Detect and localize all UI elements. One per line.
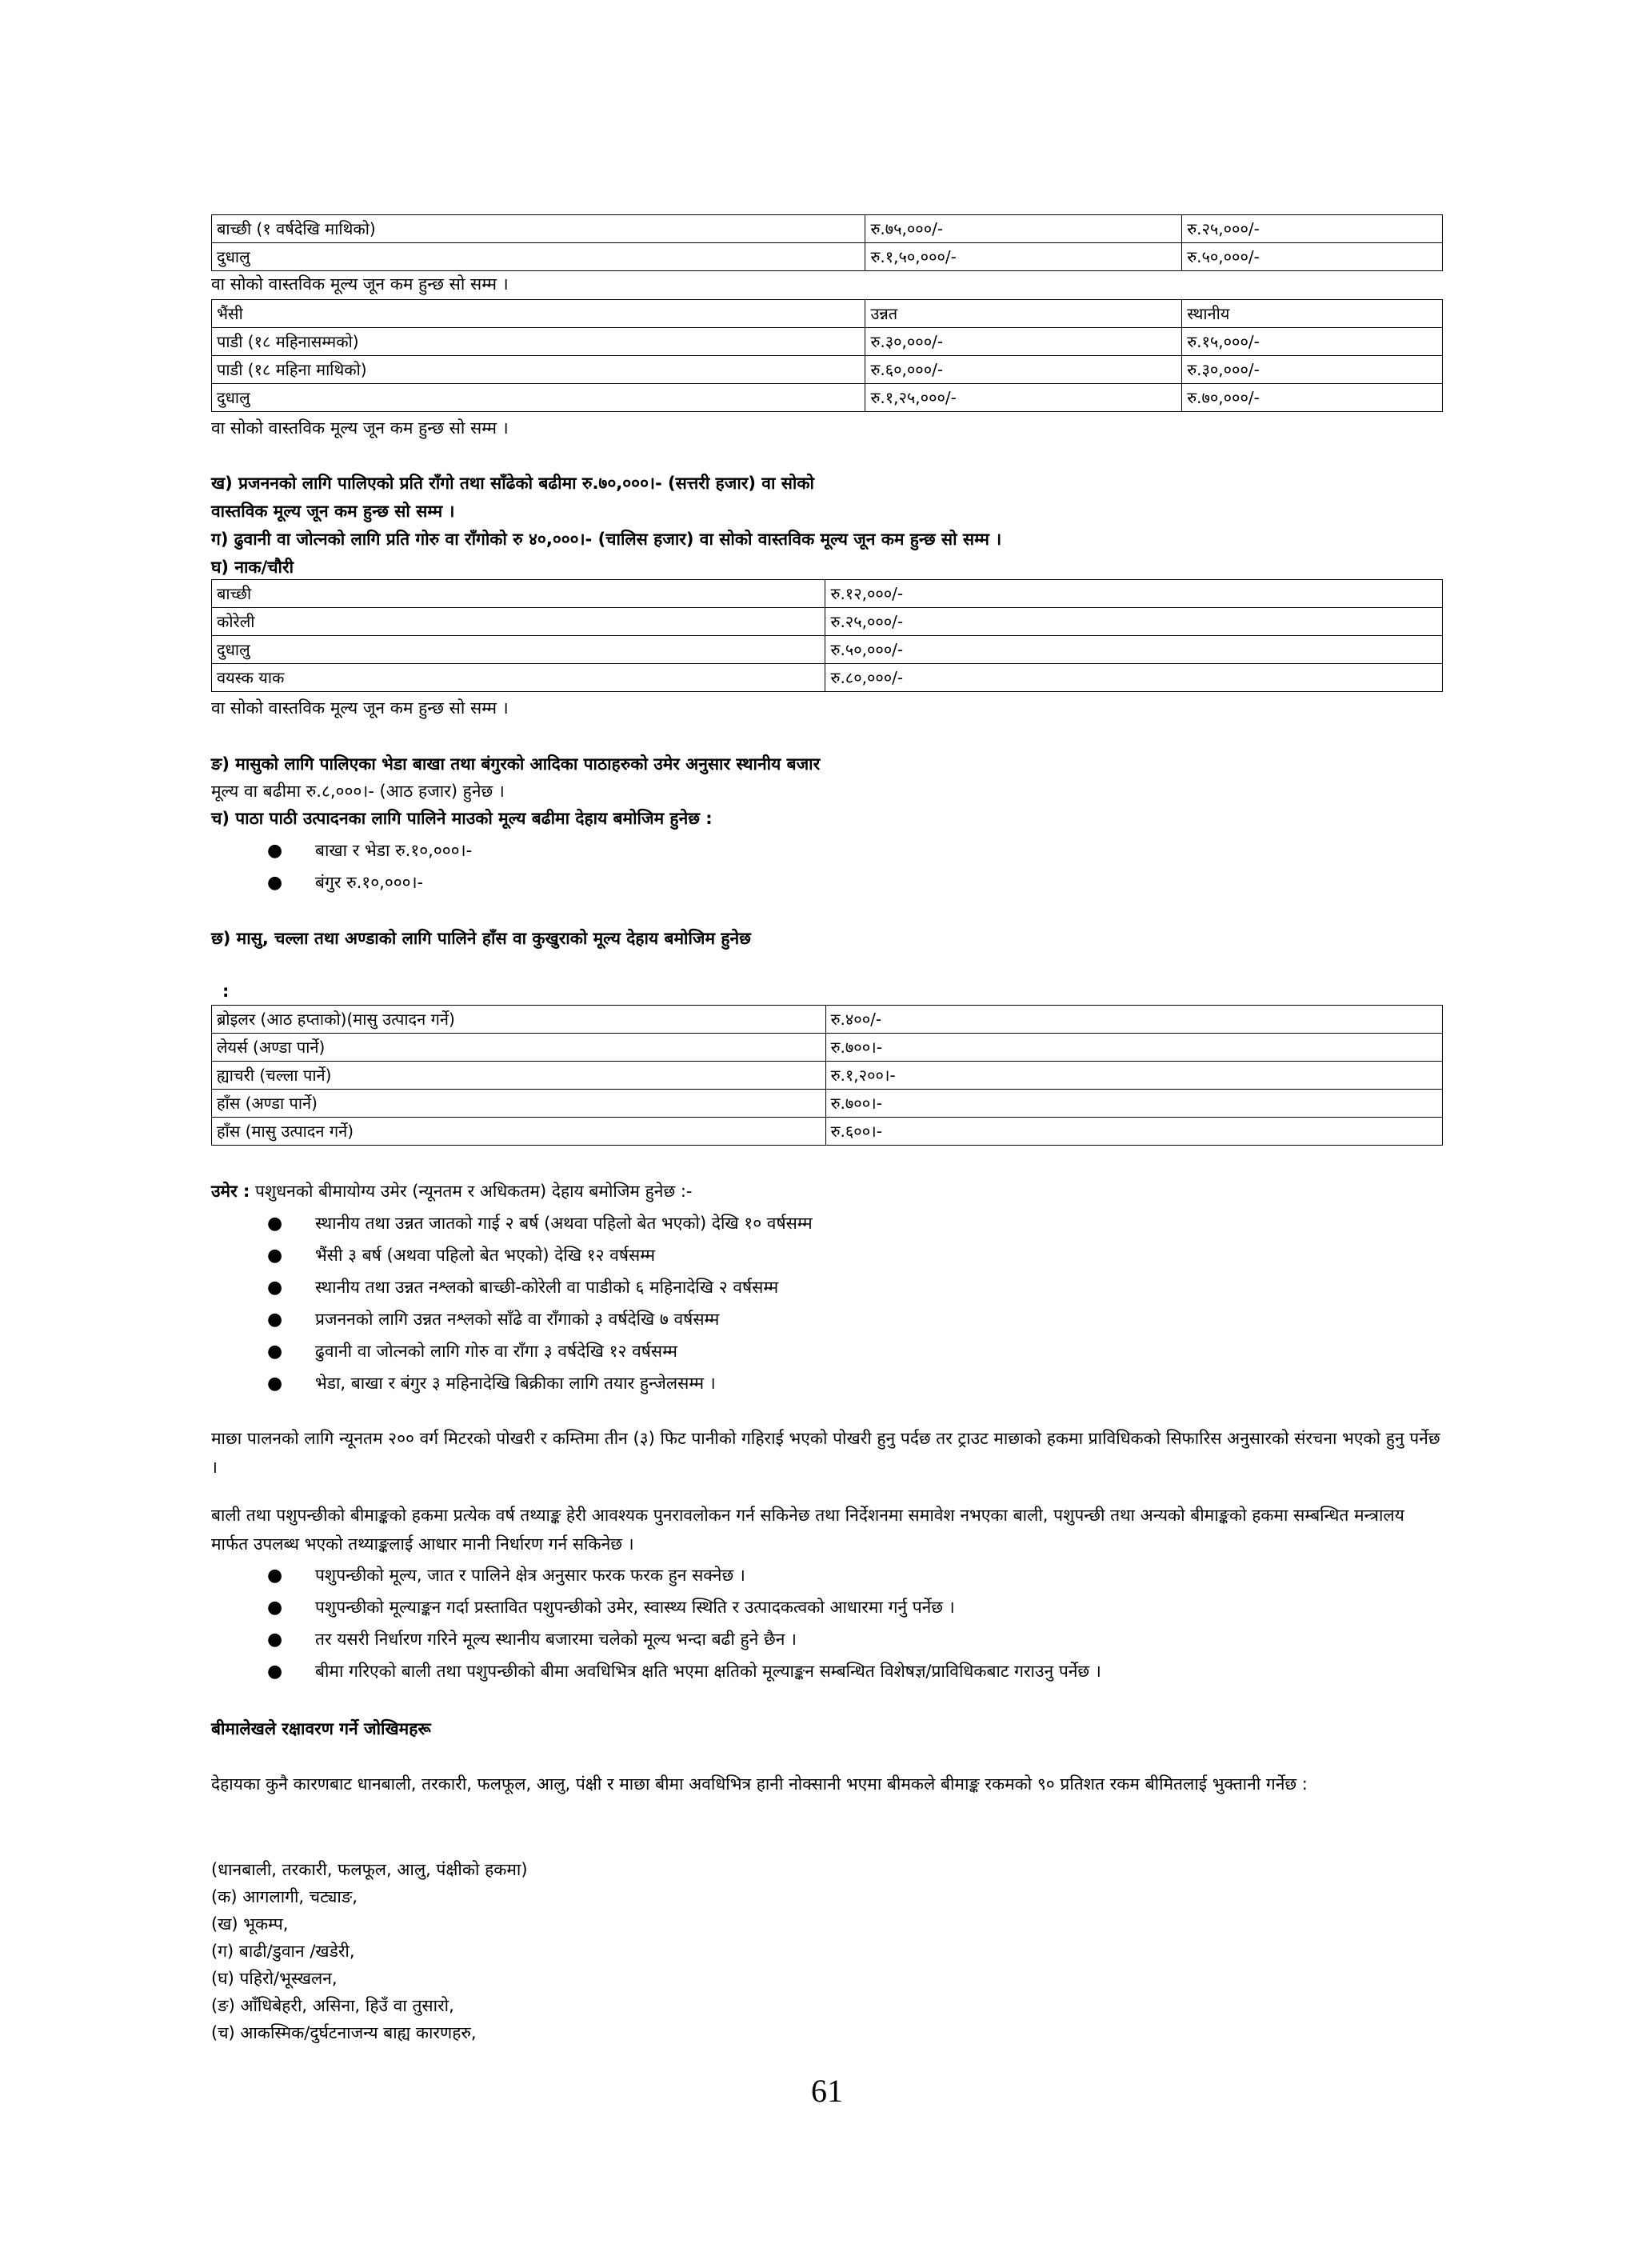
section-gha-heading: घ) नाक/चौरी xyxy=(211,558,294,577)
table-cell: रु.१२,०००/- xyxy=(825,580,1443,608)
table-cell: रु.३०,०००/- xyxy=(1182,356,1443,384)
value-note: वा सोको वास्तविक मूल्य जून कम हुन्छ सो सम्म । xyxy=(211,418,509,438)
list-item xyxy=(267,1560,745,1591)
bullet-icon: ● xyxy=(267,1566,283,1586)
risk-list-item: (ङ) आँधिबेहरी, असिना, हिउँ वा तुसारो, xyxy=(211,1996,454,2015)
colon-mark: : xyxy=(222,982,230,1001)
table-cell: कोरेली xyxy=(212,608,825,636)
table-cell: रु.७००।- xyxy=(825,1090,1442,1118)
table-row xyxy=(212,1006,1443,1034)
list-item xyxy=(267,1592,955,1623)
table-cell: रु.२५,०००/- xyxy=(825,608,1443,636)
list-item xyxy=(267,835,472,866)
risk-list-item: (ग) बाढी/डुवान /खडेरी, xyxy=(211,1942,355,1961)
table-cell: रु.६०,०००/- xyxy=(865,356,1182,384)
table-cell: रु.८०,०००/- xyxy=(825,664,1443,692)
list-item-text: बंगुर रु.१०,०००।- xyxy=(315,873,424,892)
bullet-icon: ● xyxy=(267,1278,283,1298)
table-cell: ब्रोइलर (आठ हप्ताको)(मासु उत्पादन गर्ने) xyxy=(212,1006,826,1034)
age-intro-text: पशुधनको बीमायोग्य उमेर (न्यूनतम र अधिकतम) देहाय बमोजिम हुनेछ :- xyxy=(250,1182,693,1201)
section-chha-line: छ) मासु, चल्ला तथा अण्डाको लागि पालिने हाँस वा कुखुराको मूल्य देहाय बमोजिम हुनेछ xyxy=(211,929,751,948)
bullet-icon: ● xyxy=(267,873,283,893)
table-row xyxy=(212,1034,1443,1062)
table-cell: भैंसी xyxy=(212,300,865,328)
section-cha-line: च) पाठा पाठी उत्पादनका लागि पालिने माउको मूल्य बढीमा देहाय बमोजिम हुनेछ : xyxy=(211,809,713,828)
table-cell: रु.५०,०००/- xyxy=(825,636,1443,664)
table-cell: रु.५०,०००/- xyxy=(1182,243,1443,271)
list-item-text: ढुवानी वा जोत्नको लागि गोरु वा राँगा ३ वर्षदेखि १२ वर्षसम्म xyxy=(315,1342,677,1361)
table-cell: दुधालु xyxy=(212,384,865,412)
table-cell: पाडी (१८ महिनासम्मको) xyxy=(212,328,865,356)
table-row xyxy=(212,300,1443,328)
list-item-text: भेडा, बाखा र बंगुर ३ महिनादेखि बिक्रीका लागि तयार हुन्जेलसम्म । xyxy=(315,1374,716,1393)
document-page xyxy=(211,0,1443,2268)
age-label: उमेर : xyxy=(211,1182,250,1201)
table-cell: स्थानीय xyxy=(1182,300,1443,328)
risk-list-item: (ख) भूकम्प, xyxy=(211,1914,289,1934)
review-paragraph: बाली तथा पशुपन्छीको बीमाङ्कको हकमा प्रत्येक वर्ष तथ्याङ्क हेरी आवश्यक पुनरावलोकन गर्न सकिनेछ तथा निर्देशनमा समावेश नभएका बाली, पशुपन्छी तथा अन्यको बीमाङ्कको हकमा सम्बन्धित मन्त्रालय मार्फत उपलब्ध भएको तथ्याङ्कलाई आधार मानी निर्धारण गर्न सकिनेछ । xyxy=(211,1506,1404,1554)
list-item-text: पशुपन्छीको मूल्याङ्कन गर्दा प्रस्तावित पशुपन्छीको उमेर, स्वास्थ्य स्थिति र उत्पादकत्वको आधारमा गर्नु पर्नेछ । xyxy=(315,1598,955,1617)
section-ga-line: ग) ढुवानी वा जोत्नको लागि प्रति गोरु वा राँगोको रु ४०,०००।- (चालिस हजार) वा सोको वास्तविक मूल्य जून कम हुन्छ सो सम्म । xyxy=(211,530,1002,549)
table-cell: रु.१५,०००/- xyxy=(1182,328,1443,356)
list-item-text: स्थानीय तथा उन्नत नश्लको बाच्छी-कोरेली वा पाडीको ६ महिनादेखि २ वर्षसम्म xyxy=(315,1278,779,1297)
table-row xyxy=(212,664,1443,692)
table-cell: रु.१,२५,०००/- xyxy=(865,384,1182,412)
list-item xyxy=(267,1336,677,1367)
bullet-icon: ● xyxy=(267,1342,283,1362)
table-cell: उन्नत xyxy=(865,300,1182,328)
section-kha-line: वास्तविक मूल्य जून कम हुन्छ सो सम्म । xyxy=(211,502,455,521)
poultry-value-table xyxy=(211,1005,1443,1146)
risk-paragraph: देहायका कुनै कारणबाट धानबाली, तरकारी, फलफूल, आलु, पंक्षी र माछा बीमा अवधिभित्र हानी नोक्सानी भएमा बीमकले बीमाङ्क रकमको ९० प्रतिशत रकम बीमितलाई भुक्तानी गर्नेछ : xyxy=(211,1774,1308,1794)
list-item-text: प्रजननको लागि उन्नत नश्लको साँढे वा राँगाको ३ वर्षदेखि ७ वर्षसम्म xyxy=(315,1310,720,1329)
risk-list-item: (धानबाली, तरकारी, फलफूल, आलु, पंक्षीको हकमा) xyxy=(211,1860,528,1879)
value-note: वा सोको वास्तविक मूल्य जून कम हुन्छ सो सम्म । xyxy=(211,274,509,294)
table-cell: लेयर्स (अण्डा पार्ने) xyxy=(212,1034,826,1062)
bullet-icon: ● xyxy=(267,841,283,861)
table-row xyxy=(212,215,1443,243)
table-cell: रु.१,५०,०००/- xyxy=(865,243,1182,271)
fish-paragraph: माछा पालनको लागि न्यूनतम २०० वर्ग मिटरको पोखरी र कम्तिमा तीन (३) फिट पानीको गहिराई भएको पोखरी हुनु पर्दछ तर ट्राउट माछाको हकमा प्राविधिकको सिफारिस अनुसारको संरचना भएको हुनु पर्नेछ । xyxy=(211,1429,1440,1477)
table-cell: हाँस (अण्डा पार्ने) xyxy=(212,1090,826,1118)
risk-heading: बीमालेखले रक्षावरण गर्ने जोखिमहरू xyxy=(211,1719,431,1738)
section-nga-line: ङ) मासुको लागि पालिएका भेडा बाखा तथा बंगुरको आदिका पाठाहरुको उमेर अनुसार स्थानीय बजार xyxy=(211,754,821,774)
table-row xyxy=(212,1118,1443,1146)
list-item-text: स्थानीय तथा उन्नत जातको गाई २ बर्ष (अथवा पहिलो बेत भएको) देखि १० वर्षसम्म xyxy=(315,1214,813,1233)
risk-list-item: (घ) पहिरो/भूस्खलन, xyxy=(211,1969,338,1988)
list-item xyxy=(267,1272,778,1303)
list-item xyxy=(267,1208,813,1239)
list-item-text: पशुपन्छीको मूल्य, जात र पालिने क्षेत्र अनुसार फरक फरक हुन सक्नेछ । xyxy=(315,1566,745,1585)
table-row xyxy=(212,384,1443,412)
table-cell: रु.७०,०००/- xyxy=(1182,384,1443,412)
table-row xyxy=(212,328,1443,356)
list-item-text: भैंसी ३ बर्ष (अथवा पहिलो बेत भएको) देखि १२ वर्षसम्म xyxy=(315,1246,656,1265)
section-kha-line: ख) प्रजननको लागि पालिएको प्रति राँगो तथा साँढेको बढीमा रु.७०,०००।- (सत्तरी हजार) वा सोको xyxy=(211,474,814,493)
table-row xyxy=(212,1090,1443,1118)
age-intro xyxy=(211,1178,693,1206)
bullet-icon: ● xyxy=(267,1310,283,1330)
table-cell: रु.७००।- xyxy=(825,1034,1442,1062)
table-cell: बाच्छी (१ वर्षदेखि माथिको) xyxy=(212,215,865,243)
table-cell: रु.२५,०००/- xyxy=(1182,215,1443,243)
table-cell: रु.३०,०००/- xyxy=(865,328,1182,356)
page-number: 61 xyxy=(811,2073,843,2109)
section-nga-line: मूल्य वा बढीमा रु.८,०००।- (आठ हजार) हुनेछ । xyxy=(211,782,505,801)
list-item xyxy=(267,867,423,898)
table-row xyxy=(212,243,1443,271)
table-cell: पाडी (१८ महिना माथिको) xyxy=(212,356,865,384)
list-item xyxy=(267,1624,797,1655)
table-row xyxy=(212,608,1443,636)
table-cell: ह्याचरी (चल्ला पार्ने) xyxy=(212,1062,826,1090)
list-item-text: तर यसरी निर्धारण गरिने मूल्य स्थानीय बजारमा चलेको मूल्य भन्दा बढी हुने छैन । xyxy=(315,1630,797,1649)
table-row xyxy=(212,1062,1443,1090)
value-note: वा सोको वास्तविक मूल्य जून कम हुन्छ सो सम्म । xyxy=(211,698,509,718)
table-cell: दुधालु xyxy=(212,243,865,271)
table-cell: हाँस (मासु उत्पादन गर्ने) xyxy=(212,1118,826,1146)
bullet-icon: ● xyxy=(267,1598,283,1618)
list-item xyxy=(267,1656,1101,1687)
table-cell: रु.१,२००।- xyxy=(825,1062,1442,1090)
table-cell: रु.६००।- xyxy=(825,1118,1442,1146)
list-item xyxy=(267,1240,655,1271)
table-row xyxy=(212,580,1443,608)
table-row xyxy=(212,636,1443,664)
list-item-text: बीमा गरिएको बाली तथा पशुपन्छीको बीमा अवधिभित्र क्षति भएमा क्षतिको मूल्याङ्कन सम्बन्धित विशेषज्ञ/प्राविधिकबाट गराउनु पर्नेछ । xyxy=(315,1662,1101,1681)
risk-list-item: (क) आगलागी, चट्याङ, xyxy=(211,1887,358,1906)
list-item xyxy=(267,1304,719,1335)
risk-list-item: (च) आकस्मिक/दुर्घटनाजन्य बाह्य कारणहरु, xyxy=(211,2023,477,2042)
bullet-icon: ● xyxy=(267,1630,283,1650)
table-cell: वयस्क याक xyxy=(212,664,825,692)
table-cell: रु.७५,०००/- xyxy=(865,215,1182,243)
list-item xyxy=(267,1368,716,1399)
list-item-text: बाखा र भेडा रु.१०,०००।- xyxy=(315,841,473,860)
table-cell: दुधालु xyxy=(212,636,825,664)
bullet-icon: ● xyxy=(267,1374,283,1394)
cow-value-table xyxy=(211,214,1443,271)
bullet-icon: ● xyxy=(267,1662,283,1682)
table-row xyxy=(212,356,1443,384)
bullet-icon: ● xyxy=(267,1214,283,1234)
table-cell: बाच्छी xyxy=(212,580,825,608)
table-cell: रु.४००/- xyxy=(825,1006,1442,1034)
bullet-icon: ● xyxy=(267,1246,283,1266)
buffalo-value-table xyxy=(211,299,1443,412)
yak-value-table xyxy=(211,579,1443,692)
